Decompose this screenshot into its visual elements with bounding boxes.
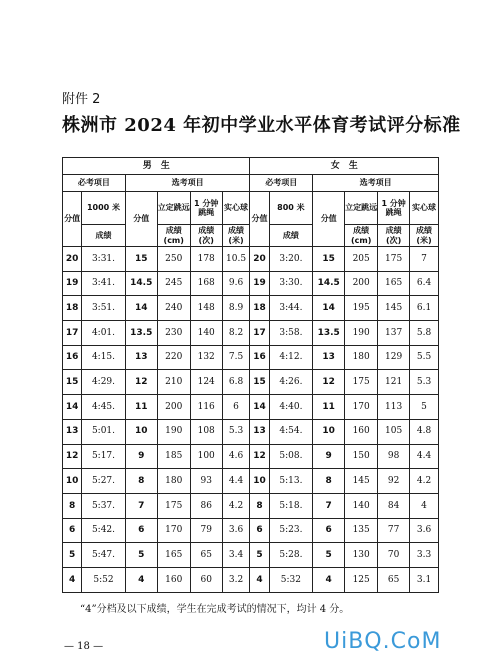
table-row xyxy=(63,444,439,469)
male-run-cell: 5:37. xyxy=(82,493,126,518)
male-jump-cell: 240 xyxy=(157,296,190,321)
female-ball-cell: 4.2 xyxy=(410,469,439,494)
female-jump-cell: 125 xyxy=(345,567,378,592)
female-rope-cell: 165 xyxy=(378,271,410,296)
male-grade-cell: 20 xyxy=(63,247,82,272)
male-grade-cell: 17 xyxy=(63,321,82,346)
female-rope-cell: 70 xyxy=(378,543,410,568)
male-jump-header: 立定跳远 xyxy=(157,192,190,225)
female-grade-cell: 6 xyxy=(250,518,269,543)
female-run-cell: 5:28. xyxy=(269,543,313,568)
female-run-cell: 4:54. xyxy=(269,419,313,444)
male-ball-cell: 8.2 xyxy=(222,321,250,346)
female-jump-cell: 130 xyxy=(345,543,378,568)
female-grade-cell: 13 xyxy=(250,419,269,444)
male-jump-cell: 220 xyxy=(157,345,190,370)
male-required-header: 必考项目 xyxy=(63,175,126,192)
female-rope-cell: 105 xyxy=(378,419,410,444)
female-run-cell: 5:18. xyxy=(269,493,313,518)
female-points-cell: 4 xyxy=(313,567,345,592)
male-run-cell: 4:29. xyxy=(82,370,126,395)
female-run-header: 800 米 xyxy=(269,192,313,225)
female-ball-cell: 4.8 xyxy=(410,419,439,444)
female-points-cell: 13.5 xyxy=(313,321,345,346)
male-run-cell: 5:27. xyxy=(82,469,126,494)
male-grade-cell: 4 xyxy=(63,567,82,592)
male-grade-cell: 10 xyxy=(63,469,82,494)
female-ball-header: 实心球 xyxy=(410,192,439,225)
female-rope-cell: 113 xyxy=(378,395,410,420)
female-grade-header: 分值 xyxy=(250,192,269,247)
score-table xyxy=(62,157,439,593)
male-ball-cell: 4.6 xyxy=(222,444,250,469)
male-jump-cell: 190 xyxy=(157,419,190,444)
female-jump-cell: 190 xyxy=(345,321,378,346)
male-ball-cell: 5.3 xyxy=(222,419,250,444)
female-ball-cell: 3.6 xyxy=(410,518,439,543)
table-row xyxy=(63,296,439,321)
female-run-cell: 5:13. xyxy=(269,469,313,494)
female-ball-cell: 3.1 xyxy=(410,567,439,592)
male-ball-cell: 6 xyxy=(222,395,250,420)
female-run-cell: 5:23. xyxy=(269,518,313,543)
female-jump-unit: 成绩(cm) xyxy=(345,225,378,247)
table-row xyxy=(63,518,439,543)
male-run-cell: 5:42. xyxy=(82,518,126,543)
female-points-cell: 15 xyxy=(313,247,345,272)
female-run-cell: 4:26. xyxy=(269,370,313,395)
female-points-cell: 9 xyxy=(313,444,345,469)
female-grade-cell: 14 xyxy=(250,395,269,420)
female-grade-cell: 12 xyxy=(250,444,269,469)
male-jump-cell: 180 xyxy=(157,469,190,494)
female-grade-cell: 17 xyxy=(250,321,269,346)
female-points-cell: 14 xyxy=(313,296,345,321)
female-run-cell: 5:08. xyxy=(269,444,313,469)
male-rope-cell: 93 xyxy=(190,469,222,494)
female-rope-cell: 65 xyxy=(378,567,410,592)
male-ball-cell: 4.2 xyxy=(222,493,250,518)
male-header: 男 生 xyxy=(63,158,250,175)
table-row xyxy=(63,543,439,568)
male-rope-cell: 108 xyxy=(190,419,222,444)
female-ball-cell: 6.4 xyxy=(410,271,439,296)
female-rope-cell: 129 xyxy=(378,345,410,370)
table-row xyxy=(63,321,439,346)
male-run-cell: 5:17. xyxy=(82,444,126,469)
female-ball-cell: 5.8 xyxy=(410,321,439,346)
male-rope-cell: 124 xyxy=(190,370,222,395)
female-jump-header: 立定跳远 xyxy=(345,192,378,225)
female-run-cell: 4:12. xyxy=(269,345,313,370)
male-run-cell: 4:45. xyxy=(82,395,126,420)
female-rope-header: 1 分钟跳绳 xyxy=(378,192,410,225)
male-rope-cell: 140 xyxy=(190,321,222,346)
female-jump-cell: 205 xyxy=(345,247,378,272)
female-jump-cell: 180 xyxy=(345,345,378,370)
table-row xyxy=(63,247,439,272)
female-points-header: 分值 xyxy=(313,192,345,247)
male-ball-cell: 10.5 xyxy=(222,247,250,272)
male-ball-cell: 3.4 xyxy=(222,543,250,568)
female-points-cell: 5 xyxy=(313,543,345,568)
female-rope-cell: 98 xyxy=(378,444,410,469)
document-title: 株洲市 2024 年初中学业水平体育考试评分标准 xyxy=(62,115,461,136)
male-points-cell: 9 xyxy=(125,444,157,469)
male-ball-header: 实心球 xyxy=(222,192,250,225)
male-grade-cell: 16 xyxy=(63,345,82,370)
male-points-cell: 14 xyxy=(125,296,157,321)
female-points-cell: 12 xyxy=(313,370,345,395)
male-run-cell: 5:52 xyxy=(82,567,126,592)
female-points-cell: 8 xyxy=(313,469,345,494)
male-rope-cell: 100 xyxy=(190,444,222,469)
male-run-cell: 3:41. xyxy=(82,271,126,296)
male-grade-header: 分值 xyxy=(63,192,82,247)
male-run-cell: 4:01. xyxy=(82,321,126,346)
male-rope-cell: 178 xyxy=(190,247,222,272)
table-row xyxy=(63,419,439,444)
female-jump-cell: 145 xyxy=(345,469,378,494)
table-row xyxy=(63,345,439,370)
female-run-cell: 5:32 xyxy=(269,567,313,592)
male-points-cell: 15 xyxy=(125,247,157,272)
male-grade-cell: 13 xyxy=(63,419,82,444)
female-rope-cell: 175 xyxy=(378,247,410,272)
male-rope-cell: 60 xyxy=(190,567,222,592)
male-grade-cell: 8 xyxy=(63,493,82,518)
female-rope-cell: 77 xyxy=(378,518,410,543)
female-run-cell: 3:20. xyxy=(269,247,313,272)
male-grade-cell: 18 xyxy=(63,296,82,321)
female-ball-cell: 7 xyxy=(410,247,439,272)
male-points-cell: 8 xyxy=(125,469,157,494)
female-jump-cell: 170 xyxy=(345,395,378,420)
male-jump-cell: 175 xyxy=(157,493,190,518)
female-points-cell: 7 xyxy=(313,493,345,518)
male-rope-cell: 116 xyxy=(190,395,222,420)
male-ball-cell: 8.9 xyxy=(222,296,250,321)
watermark-logo: UiBQ.CoM xyxy=(324,629,442,654)
male-grade-cell: 19 xyxy=(63,271,82,296)
female-rope-cell: 92 xyxy=(378,469,410,494)
male-jump-cell: 170 xyxy=(157,518,190,543)
male-rope-cell: 65 xyxy=(190,543,222,568)
male-run-result-header: 成绩 xyxy=(82,225,126,247)
male-rope-header: 1 分钟跳绳 xyxy=(190,192,222,225)
male-points-cell: 13 xyxy=(125,345,157,370)
female-jump-cell: 195 xyxy=(345,296,378,321)
male-run-cell: 3:51. xyxy=(82,296,126,321)
male-elective-header: 选考项目 xyxy=(125,175,250,192)
male-run-cell: 5:47. xyxy=(82,543,126,568)
male-points-cell: 10 xyxy=(125,419,157,444)
female-header: 女 生 xyxy=(250,158,439,175)
male-ball-unit: 成绩(米) xyxy=(222,225,250,247)
male-ball-cell: 3.2 xyxy=(222,567,250,592)
female-grade-cell: 19 xyxy=(250,271,269,296)
male-grade-cell: 12 xyxy=(63,444,82,469)
male-rope-cell: 168 xyxy=(190,271,222,296)
female-grade-cell: 20 xyxy=(250,247,269,272)
female-points-cell: 13 xyxy=(313,345,345,370)
male-run-cell: 4:15. xyxy=(82,345,126,370)
female-ball-cell: 3.3 xyxy=(410,543,439,568)
female-jump-cell: 160 xyxy=(345,419,378,444)
male-run-header: 1000 米 xyxy=(82,192,126,225)
table-row xyxy=(63,493,439,518)
male-jump-cell: 210 xyxy=(157,370,190,395)
male-jump-cell: 200 xyxy=(157,395,190,420)
female-points-cell: 10 xyxy=(313,419,345,444)
male-grade-cell: 6 xyxy=(63,518,82,543)
male-points-cell: 6 xyxy=(125,518,157,543)
female-rope-cell: 145 xyxy=(378,296,410,321)
female-rope-cell: 84 xyxy=(378,493,410,518)
female-rope-cell: 121 xyxy=(378,370,410,395)
male-points-cell: 4 xyxy=(125,567,157,592)
male-jump-cell: 230 xyxy=(157,321,190,346)
male-ball-cell: 3.6 xyxy=(222,518,250,543)
table-row xyxy=(63,567,439,592)
female-jump-cell: 140 xyxy=(345,493,378,518)
female-jump-cell: 150 xyxy=(345,444,378,469)
female-run-cell: 3:30. xyxy=(269,271,313,296)
male-ball-cell: 7.5 xyxy=(222,345,250,370)
female-jump-cell: 175 xyxy=(345,370,378,395)
female-ball-cell: 4 xyxy=(410,493,439,518)
male-jump-cell: 245 xyxy=(157,271,190,296)
female-ball-cell: 5.3 xyxy=(410,370,439,395)
female-points-cell: 6 xyxy=(313,518,345,543)
male-ball-cell: 4.4 xyxy=(222,469,250,494)
female-grade-cell: 4 xyxy=(250,567,269,592)
male-run-cell: 5:01. xyxy=(82,419,126,444)
page-number: — 18 — xyxy=(64,641,104,652)
female-ball-cell: 4.4 xyxy=(410,444,439,469)
male-run-cell: 3:31. xyxy=(82,247,126,272)
male-points-cell: 11 xyxy=(125,395,157,420)
male-points-cell: 7 xyxy=(125,493,157,518)
female-grade-cell: 18 xyxy=(250,296,269,321)
female-jump-cell: 200 xyxy=(345,271,378,296)
female-run-result-header: 成绩 xyxy=(269,225,313,247)
female-run-cell: 3:58. xyxy=(269,321,313,346)
female-required-header: 必考项目 xyxy=(250,175,313,192)
female-grade-cell: 15 xyxy=(250,370,269,395)
male-ball-cell: 6.8 xyxy=(222,370,250,395)
female-grade-cell: 8 xyxy=(250,493,269,518)
female-grade-cell: 5 xyxy=(250,543,269,568)
male-jump-unit: 成绩(cm) xyxy=(157,225,190,247)
male-points-cell: 14.5 xyxy=(125,271,157,296)
female-ball-cell: 5.5 xyxy=(410,345,439,370)
female-elective-header: 选考项目 xyxy=(313,175,439,192)
male-points-header: 分值 xyxy=(125,192,157,247)
female-ball-cell: 5 xyxy=(410,395,439,420)
female-run-cell: 3:44. xyxy=(269,296,313,321)
male-points-cell: 13.5 xyxy=(125,321,157,346)
table-row xyxy=(63,271,439,296)
male-jump-cell: 250 xyxy=(157,247,190,272)
male-points-cell: 12 xyxy=(125,370,157,395)
male-rope-unit: 成绩(次) xyxy=(190,225,222,247)
attachment-label: 附件 2 xyxy=(62,92,101,107)
female-rope-unit: 成绩(次) xyxy=(378,225,410,247)
female-rope-cell: 137 xyxy=(378,321,410,346)
male-rope-cell: 86 xyxy=(190,493,222,518)
table-row xyxy=(63,469,439,494)
male-ball-cell: 9.6 xyxy=(222,271,250,296)
footnote: “4”分档及以下成绩，学生在完成考试的情况下，均计 4 分。 xyxy=(80,604,350,615)
male-grade-cell: 15 xyxy=(63,370,82,395)
female-ball-cell: 6.1 xyxy=(410,296,439,321)
male-rope-cell: 148 xyxy=(190,296,222,321)
female-grade-cell: 16 xyxy=(250,345,269,370)
female-jump-cell: 135 xyxy=(345,518,378,543)
male-points-cell: 5 xyxy=(125,543,157,568)
male-grade-cell: 14 xyxy=(63,395,82,420)
male-rope-cell: 132 xyxy=(190,345,222,370)
male-jump-cell: 185 xyxy=(157,444,190,469)
table-row xyxy=(63,395,439,420)
male-jump-cell: 160 xyxy=(157,567,190,592)
female-ball-unit: 成绩(米) xyxy=(410,225,439,247)
male-jump-cell: 165 xyxy=(157,543,190,568)
female-run-cell: 4:40. xyxy=(269,395,313,420)
female-points-cell: 14.5 xyxy=(313,271,345,296)
male-grade-cell: 5 xyxy=(63,543,82,568)
female-points-cell: 11 xyxy=(313,395,345,420)
female-grade-cell: 10 xyxy=(250,469,269,494)
male-rope-cell: 79 xyxy=(190,518,222,543)
table-row xyxy=(63,370,439,395)
